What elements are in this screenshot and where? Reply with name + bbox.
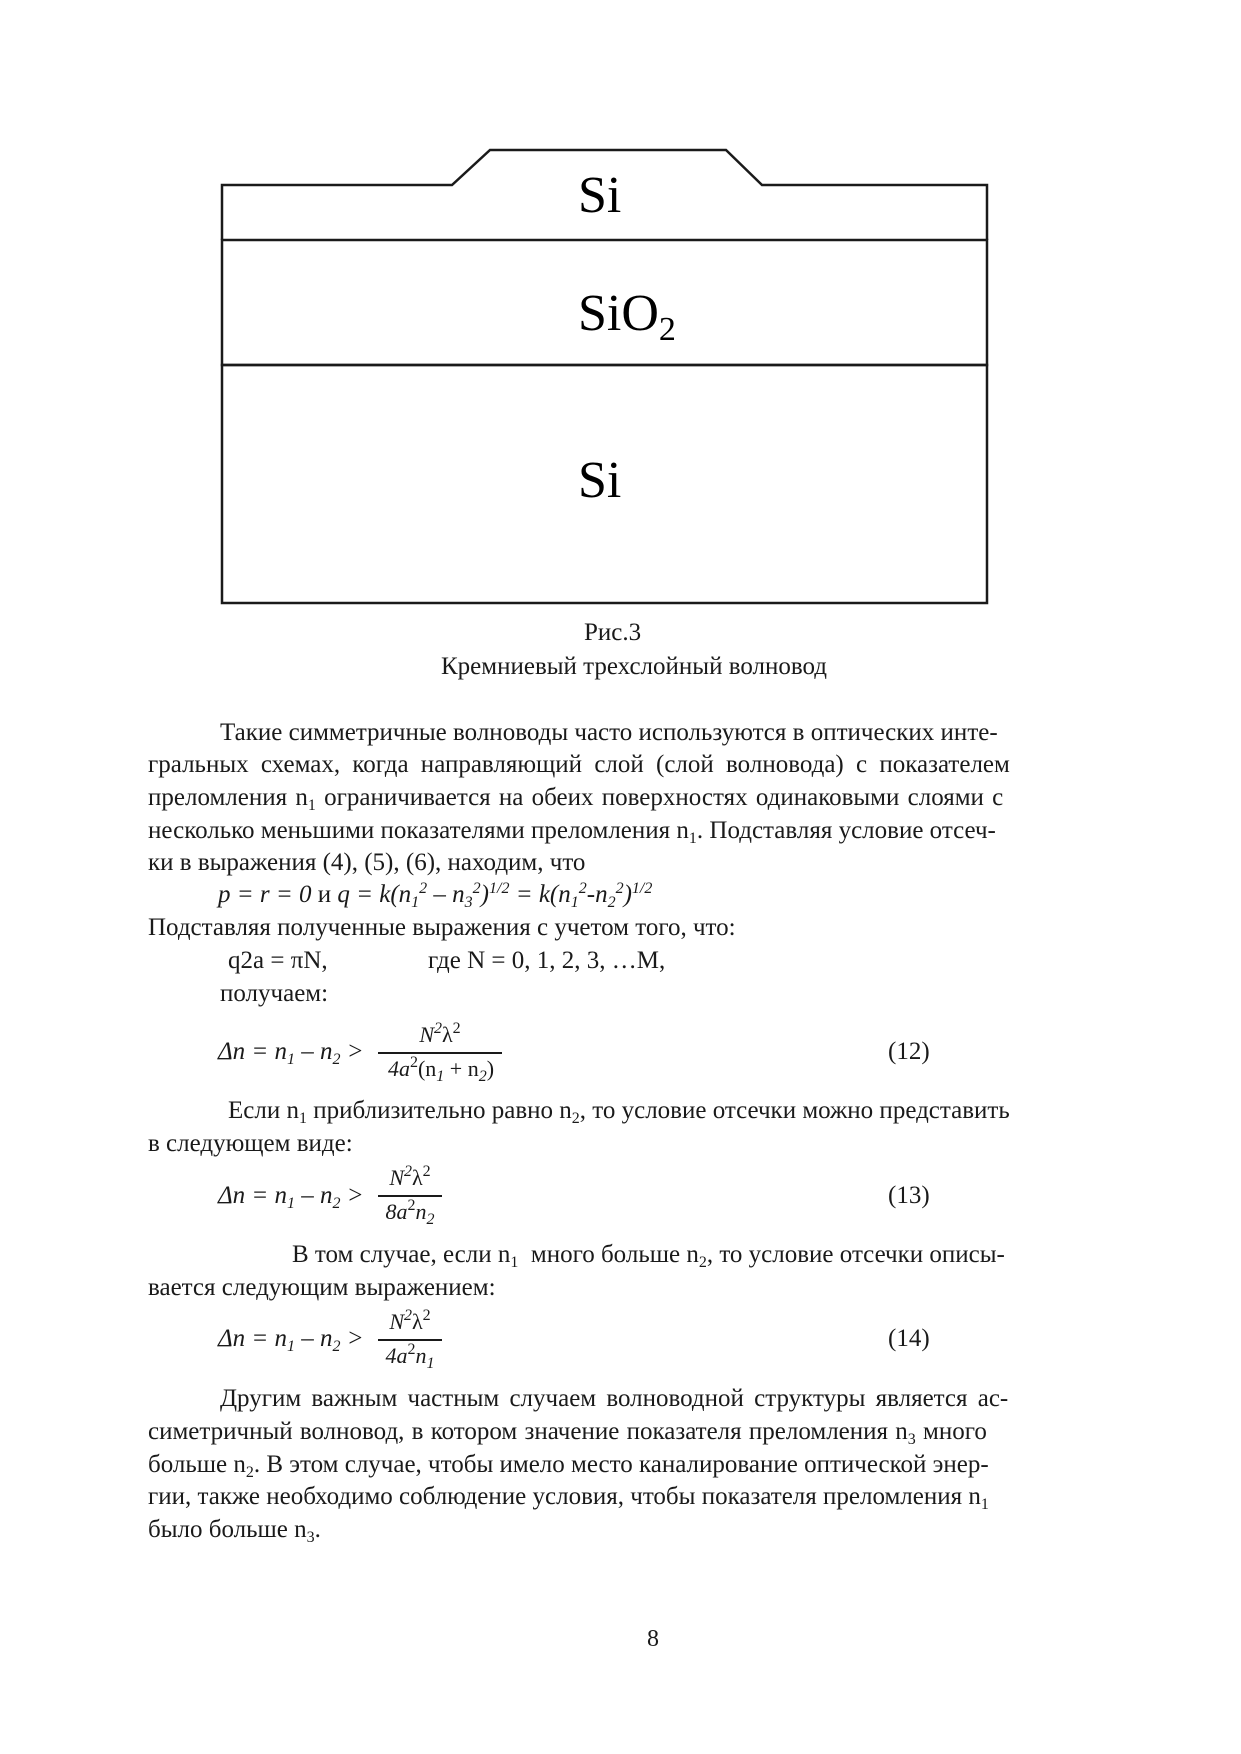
- eq13-denominator: $8a^2n_2$: [385, 1197, 435, 1228]
- eq13-lhs: $\Delta n = n_1 - n_2$ >: [218, 1182, 364, 1212]
- eq13-numerator: $N^2\lambda^2$: [389, 1163, 431, 1190]
- eq12-denominator: $4a^2(n_1 + n_2)$: [387, 1054, 495, 1085]
- get-label: получаем:: [220, 980, 329, 1007]
- waveguide-figure: [0, 0, 1241, 640]
- eq14-numerator: $N^2\lambda^2$: [389, 1307, 431, 1334]
- eq14-lhs: $\Delta n = n_1 - n_2$ >: [218, 1325, 364, 1355]
- eq13-number: (13): [888, 1182, 930, 1209]
- paragraph-1-line-1: Такие симметричные волноводы часто используются в оптических инте-: [220, 719, 998, 746]
- eq14-denominator: $4a^2n_1$: [385, 1341, 435, 1372]
- page-number: 8: [647, 1626, 659, 1652]
- q2a-relation: q2a = πN,: [228, 947, 328, 974]
- eq14-number: (14): [888, 1325, 930, 1352]
- paragraph-5-line-5: было больше $n_3$.: [148, 1516, 321, 1546]
- layer-label-top-si: Si: [578, 167, 622, 224]
- eq12-fraction-bar: [378, 1052, 502, 1054]
- eq12-lhs: $\Delta n = n_1 - n_2$ >: [218, 1038, 364, 1068]
- paragraph-5-line-4: гии, также необходимо соблюдение условия, чтобы показателя преломления $n_1$: [148, 1483, 989, 1513]
- paragraph-3-line-2: в следующем виде:: [148, 1130, 353, 1157]
- figure-caption-number: Рис.3: [584, 619, 642, 646]
- paragraph-5-line-3: больше $n_2$. В этом случае, чтобы имело место каналирование оптической энер-: [148, 1451, 989, 1481]
- paragraph-1-line-2: гральных схемах, когда направляющий слой (слой волновода) с показателем: [148, 751, 1010, 778]
- paragraph-1-line-5: ки в выражения (4), (5), (6), находим, что: [148, 849, 586, 876]
- figure-caption-title: Кремниевый трехслойный волновод: [441, 653, 827, 680]
- eq12-numerator: $N^2\lambda^2$: [419, 1020, 461, 1047]
- paragraph-3-line-1: Если $n_1$ приблизительно равно $n_2$, то условие отсечки можно представить: [228, 1097, 1010, 1127]
- paragraph-4-line-2: вается следующим выражением:: [148, 1274, 496, 1301]
- paragraph-4-line-1: В том случае, если $n_1$ много больше $n_2$, то условие отсечки описы-: [292, 1241, 1005, 1271]
- paragraph-1-line-4: несколько меньшими показателями преломления $n_1$. Подставляя условие отсеч-: [148, 817, 996, 847]
- paragraph-5-line-1: Другим важным частным случаем волноводной структуры является ас-: [220, 1385, 1009, 1412]
- layer-label-substrate-si: Si: [578, 452, 622, 509]
- layer-label-sio2: SiO2: [578, 285, 676, 348]
- where-n-values: где N = 0, 1, 2, 3, …M,: [428, 947, 666, 974]
- formula-p-q: p = r = 0 и $q = k(n_1^2 - n_3^2)^{1/2} = k(n_1^2-n_2^2)^{1/2}$: [218, 880, 653, 911]
- paragraph-5-line-2: симетричный волновод, в котором значение показателя преломления $n_3$ много: [148, 1418, 987, 1448]
- paragraph-2: Подставляя полученные выражения с учетом того, что:: [148, 914, 736, 941]
- paragraph-1-line-3: преломления $n_1$ ограничивается на обеих поверхностях одинаковыми слоями с: [148, 784, 1004, 814]
- eq12-number: (12): [888, 1038, 930, 1065]
